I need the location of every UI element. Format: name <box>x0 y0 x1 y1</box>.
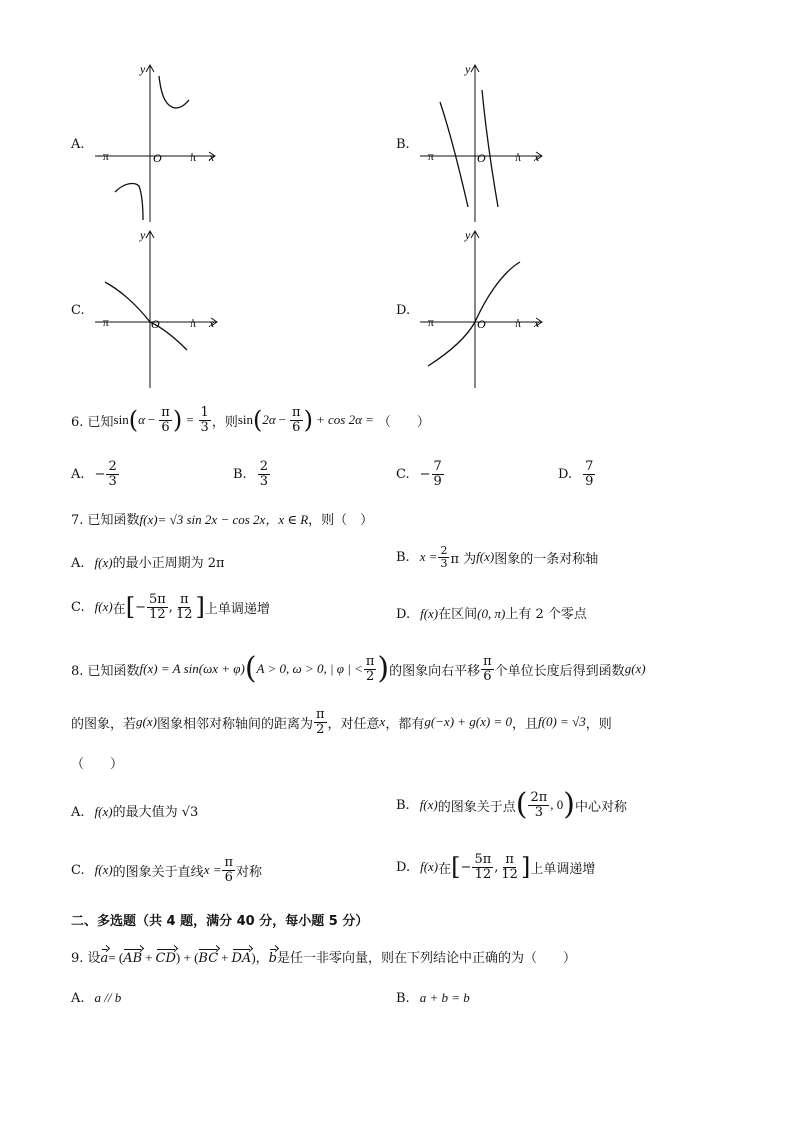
q6-then: ，则 <box>211 414 238 430</box>
graph-a-y-label: y <box>140 62 146 76</box>
q7-option-b-label: B. <box>396 549 410 565</box>
q8-option-a-fx: f(x) <box>94 804 113 819</box>
q9-option-a-text: a // b <box>94 990 122 1005</box>
q8-prefix: 8. 已知函数 <box>71 663 140 679</box>
q6-sin-2: sin <box>237 412 253 428</box>
q6-minus-1: − <box>147 412 156 428</box>
q7-option-a-label: A. <box>71 556 85 571</box>
q7-option-c-text: 上单调递增 <box>204 601 270 617</box>
q8-option-b-zero: , 0 <box>550 797 564 812</box>
q7-option-b-x: x = <box>419 549 438 565</box>
graph-c-neg-pi: −π <box>96 315 109 329</box>
graph-c-x-label: x <box>209 316 215 330</box>
q7-option-c-lbracket: [ <box>125 593 136 622</box>
q7-option-c-fx: f(x) <box>94 599 113 615</box>
graph-c-pi: π <box>190 316 197 330</box>
graph-b-curve-right <box>482 90 498 207</box>
q6-frac-1-3: $\frac{1}{3}$ <box>200 405 209 435</box>
q8-cond: A > 0, ω > 0, | φ | < <box>256 661 363 676</box>
option-c-label: C. <box>71 303 85 318</box>
q7-option-c-in: 在 <box>112 601 126 617</box>
q8-option-a[interactable] <box>71 801 198 820</box>
q9-option-a[interactable] <box>71 990 121 1006</box>
graph-d-curve <box>428 262 520 366</box>
option-a-label: A. <box>71 137 85 152</box>
q7-option-c-rbracket: ] <box>195 593 205 622</box>
q9-vec-a: a <box>100 951 109 966</box>
q8-option-c-text1: 的图象关于直线 <box>112 864 204 880</box>
graph-a <box>95 62 245 222</box>
graph-b-neg-pi: −π <box>421 149 434 163</box>
q8-option-c-frac: $\frac{\pi}{6}$ <box>224 855 234 885</box>
q9-eq: = ( <box>108 950 124 965</box>
graph-d-origin: O <box>477 317 486 331</box>
graph-b-x-label: x <box>534 150 540 164</box>
q9-vec-bc: BC <box>198 951 219 966</box>
q6-option-a-sign: − <box>94 466 106 482</box>
q8-option-c-fx: f(x) <box>94 862 113 878</box>
q9-plus-2: + <box>221 950 229 965</box>
q9-option-a-label: A. <box>71 991 85 1006</box>
q6-frac-pi-6-a: $\frac{\pi}{6}$ <box>161 405 170 435</box>
q9-option-b[interactable] <box>396 990 470 1006</box>
q6-lparen-1: ( <box>128 406 139 435</box>
q6-option-a[interactable] <box>71 460 120 488</box>
question-7-stem <box>71 509 373 528</box>
q8-option-c-x: x = <box>203 862 222 878</box>
question-8-stem-line1 <box>71 651 646 686</box>
question-6-stem <box>71 406 430 434</box>
q8-option-d-minus: − <box>460 859 472 875</box>
q7-option-b-text2: 图象的一条对称轴 <box>494 551 599 567</box>
q7-suffix: ，则（ ） <box>308 513 374 528</box>
q6-lparen-2: ( <box>253 406 263 435</box>
q7-option-d-text1: 在区间 <box>438 607 478 622</box>
q8-option-c[interactable] <box>71 856 262 884</box>
q7-option-b-frac: $\frac{2}{3}$ <box>440 544 448 570</box>
q9-mid: ) + ( <box>175 950 199 965</box>
q8-line2-eq1: g(−x) + g(x) = 0 <box>424 714 513 730</box>
option-d-label: D. <box>396 303 411 318</box>
q6-two-alpha: 2α <box>262 412 276 428</box>
q9-close: )， <box>251 950 269 965</box>
q7-fx: f(x) <box>139 512 158 527</box>
q9-option-b-label: B. <box>396 991 410 1006</box>
q8-option-d-in: 在 <box>438 861 452 877</box>
q7-def: = √3 sin 2x − cos 2x， <box>157 512 279 527</box>
q8-option-b[interactable] <box>396 787 628 822</box>
q8-option-d-rbracket: ] <box>520 853 531 882</box>
q7-option-d-label: D. <box>396 607 411 622</box>
q8-option-d[interactable]: D. f(x) 在 [ − $\frac{5\pi}{12}$ , $\frac{\pi}{12}$ ] 上单调递增 <box>396 852 596 882</box>
option-b-label: B. <box>396 137 410 152</box>
q6-frac-pi-6-b: $\frac{\pi}{6}$ <box>292 405 301 435</box>
graph-b-origin: O <box>477 151 486 165</box>
q7-option-c-frac2: $\frac{\pi}{12}$ <box>175 592 193 622</box>
q7-option-a[interactable] <box>71 552 225 571</box>
graph-c-origin: O <box>151 317 160 331</box>
question-9-stem <box>71 947 576 966</box>
q8-option-b-label: B. <box>396 797 410 813</box>
q9-vec-ab: AB <box>123 951 143 966</box>
q8-gx: g(x) <box>624 661 646 676</box>
q8-line2-gx: g(x) <box>136 714 157 730</box>
graph-a-pi: π <box>190 150 197 164</box>
q7-option-c-frac1: $\frac{5\pi}{12}$ <box>148 592 166 622</box>
q8-option-b-text1: 的图象关于点 <box>437 799 516 815</box>
q6-eq: = <box>186 412 194 428</box>
q7-option-c[interactable]: C. f(x) 在 [ − $\frac{5\pi}{12}$ , $\frac{\pi}{12}$ ] 上单调递增 <box>71 592 270 622</box>
q6-option-b-label: B. <box>233 466 247 482</box>
q8-def: f(x) = A sin(ωx + φ) <box>139 661 245 676</box>
graph-a-x-label: x <box>209 150 215 164</box>
graph-b <box>420 62 570 222</box>
q8-text2: 个单位长度后得到函数 <box>494 663 625 679</box>
q6-option-d-label: D. <box>558 466 573 482</box>
graph-c-curve <box>105 282 187 350</box>
q6-option-b[interactable] <box>233 460 271 488</box>
q7-option-b[interactable] <box>396 545 598 569</box>
q8-line2-b: 图象相邻对称轴间的距离为 <box>156 716 313 732</box>
section-2-heading: 二、多选题（共 4 题，满分 40 分，每小题 5 分） <box>71 914 369 929</box>
q6-option-c-frac: $\frac{7}{9}$ <box>433 459 442 489</box>
graph-d-y-label: y <box>465 228 471 242</box>
q8-line2-c: ，对任意 <box>327 716 380 732</box>
q6-option-c-sign: − <box>419 466 431 482</box>
q9-plus-1: + <box>145 950 153 965</box>
q8-option-d-frac1: $\frac{5\pi}{12}$ <box>474 852 492 882</box>
graph-d-neg-pi: −π <box>421 315 434 329</box>
q8-line2-eq2: f(0) = √3 <box>538 714 586 730</box>
graph-c-y-label: y <box>140 228 146 242</box>
q8-option-d-label: D. <box>396 859 411 875</box>
q8-option-d-lbracket: [ <box>451 853 461 882</box>
q7-option-d[interactable] <box>396 603 587 622</box>
q8-option-a-text: 的最大值为 √3 <box>112 805 199 820</box>
graph-a-neg-pi: −π <box>96 149 109 163</box>
q8-line2-a: 的图象，若 <box>71 716 137 732</box>
q6-option-c-label: C. <box>396 466 410 482</box>
q7-option-c-minus: − <box>135 599 146 615</box>
q8-option-a-label: A. <box>71 805 85 820</box>
q8-frac-pi-2: $\frac{\pi}{2}$ <box>365 653 375 684</box>
q9-vec-b: b <box>268 951 277 966</box>
q7-prefix: 7. 已知函数 <box>71 513 140 528</box>
q8-line2-x: x <box>379 714 386 730</box>
q8-option-d-fx: f(x) <box>420 859 439 875</box>
q6-option-a-frac: $\frac{2}{3}$ <box>108 459 117 489</box>
q9-text: 是任一非零向量，则在下列结论中正确的为（ ） <box>276 951 576 966</box>
graph-b-curve-left <box>440 102 468 207</box>
q6-sin-1: sin <box>113 412 129 428</box>
q7-option-d-interval: (0, π) <box>477 606 506 621</box>
q8-option-d-text: 上单调递增 <box>530 861 596 877</box>
q8-option-b-text2: 中心对称 <box>575 799 628 815</box>
q6-rparen-1: ) <box>172 406 183 435</box>
q8-frac-pi-6: $\frac{\pi}{6}$ <box>483 653 492 684</box>
q8-rparen: ) <box>377 651 390 686</box>
q8-option-b-lparen: ( <box>515 787 528 822</box>
graph-d-x-label: x <box>534 316 540 330</box>
q8-line2-f: ，则 <box>585 716 612 732</box>
q8-line2-e: ，且 <box>512 716 539 732</box>
graph-a-curve-right <box>159 76 189 108</box>
q8-option-c-text2: 对称 <box>236 864 263 880</box>
q6-option-c[interactable] <box>396 460 445 488</box>
q9-prefix: 9. 设 <box>71 951 101 966</box>
q9-vec-da: DA <box>231 951 252 966</box>
q9-option-b-text: a + b = b <box>419 990 470 1005</box>
q6-option-b-frac: $\frac{2}{3}$ <box>259 459 268 489</box>
q7-option-a-text: 的最小正周期为 2π <box>112 556 225 571</box>
q8-line2-d: ，都有 <box>385 716 425 732</box>
q6-rparen-2: ) <box>303 406 313 435</box>
graph-b-y-label: y <box>465 62 471 76</box>
q6-plus-cos: + cos 2α = <box>315 412 374 428</box>
q8-option-c-label: C. <box>71 862 85 878</box>
q6-paren: （ ） <box>377 414 430 430</box>
q9-vec-cd: CD <box>155 951 176 966</box>
graph-b-pi: π <box>515 150 522 164</box>
graph-d <box>420 228 570 388</box>
q8-option-b-fx: f(x) <box>419 797 438 812</box>
q7-domain: x ∈ R <box>278 512 309 527</box>
graph-c <box>95 228 245 388</box>
q8-lparen: ( <box>244 651 257 686</box>
graph-a-curve-left <box>115 184 143 220</box>
q6-alpha: α <box>138 412 145 428</box>
q6-option-d-frac: $\frac{7}{9}$ <box>585 459 594 489</box>
q7-option-b-text1: π 为 <box>450 551 477 567</box>
q8-option-b-rparen: ) <box>563 787 576 822</box>
q6-option-d[interactable] <box>558 460 596 488</box>
q6-number: 6. 已知 <box>71 414 114 430</box>
q7-option-a-fx: f(x) <box>94 555 113 570</box>
q8-option-d-frac2: $\frac{\pi}{12}$ <box>501 852 518 882</box>
q8-paren: （ ） <box>71 757 124 772</box>
q6-option-a-label: A. <box>71 466 85 482</box>
q8-line2-frac: $\frac{\pi}{2}$ <box>315 707 325 737</box>
q7-option-d-text2: 上有 2 个零点 <box>505 607 587 622</box>
q7-option-c-label: C. <box>71 599 85 615</box>
q8-option-b-frac: $\frac{2\pi}{3}$ <box>530 789 548 820</box>
graph-d-pi: π <box>515 316 522 330</box>
question-8-stem-line2 <box>71 708 612 736</box>
graph-a-origin: O <box>153 151 162 165</box>
q7-option-b-fx: f(x) <box>476 549 495 565</box>
q8-text1: 的图象向右平移 <box>389 663 481 679</box>
q6-minus-2: − <box>278 412 287 428</box>
q7-option-d-fx: f(x) <box>420 606 439 621</box>
